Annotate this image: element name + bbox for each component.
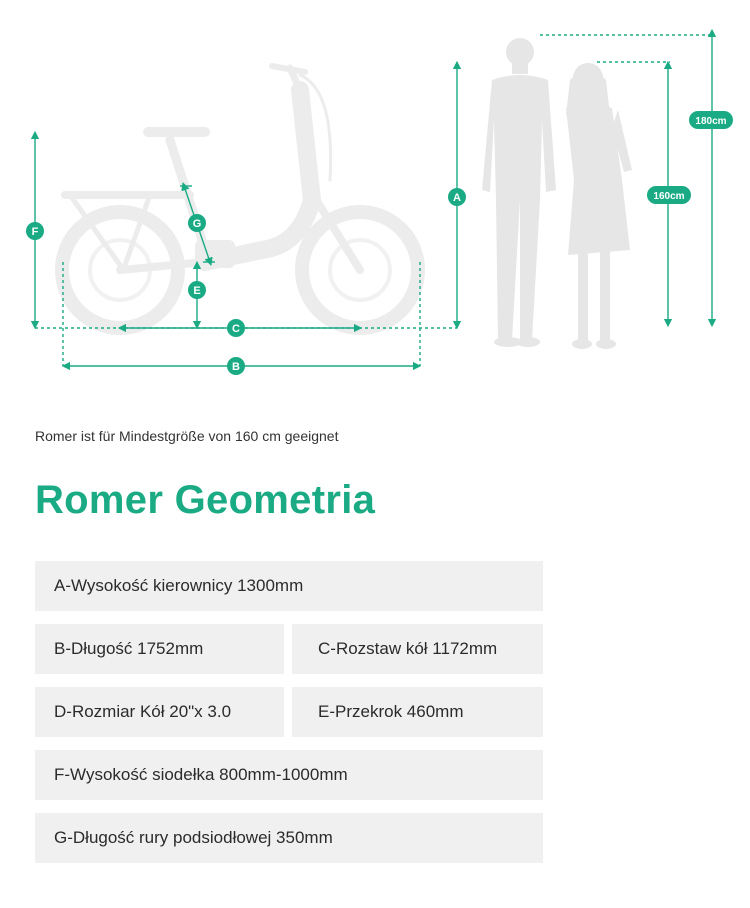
label-a-text: A (453, 192, 461, 204)
bike-illustration (62, 66, 418, 328)
spec-c-wheelbase: C-Rozstaw kół 1172mm (292, 624, 543, 674)
label-g-text: G (192, 218, 202, 230)
label-b-text: B (232, 361, 240, 373)
height-160-text: 160cm (653, 191, 685, 202)
min-height-note: Romer ist für Mindestgröße von 160 cm geeignet (35, 428, 339, 444)
height-180-text: 180cm (695, 116, 727, 127)
label-f-text: F (31, 226, 39, 238)
spec-e-standover: E-Przekrok 460mm (292, 687, 543, 737)
geometry-diagram (0, 0, 750, 400)
spec-g-seat-tube-length: G-Długość rury podsiodłowej 350mm (35, 813, 543, 863)
spec-b-length: B-Długość 1752mm (35, 624, 284, 674)
person-female-silhouette (566, 63, 632, 349)
label-c-text: C (232, 323, 240, 335)
spec-a-handlebar-height: A-Wysokość kierownicy 1300mm (35, 561, 543, 611)
spec-f-saddle-height: F-Wysokość siodełka 800mm-1000mm (35, 750, 543, 800)
person-male-silhouette (482, 38, 556, 347)
spec-d-wheel-size: D-Rozmiar Kół 20"x 3.0 (35, 687, 284, 737)
label-e-text: E (193, 285, 201, 297)
page-title: Romer Geometria (35, 478, 376, 522)
